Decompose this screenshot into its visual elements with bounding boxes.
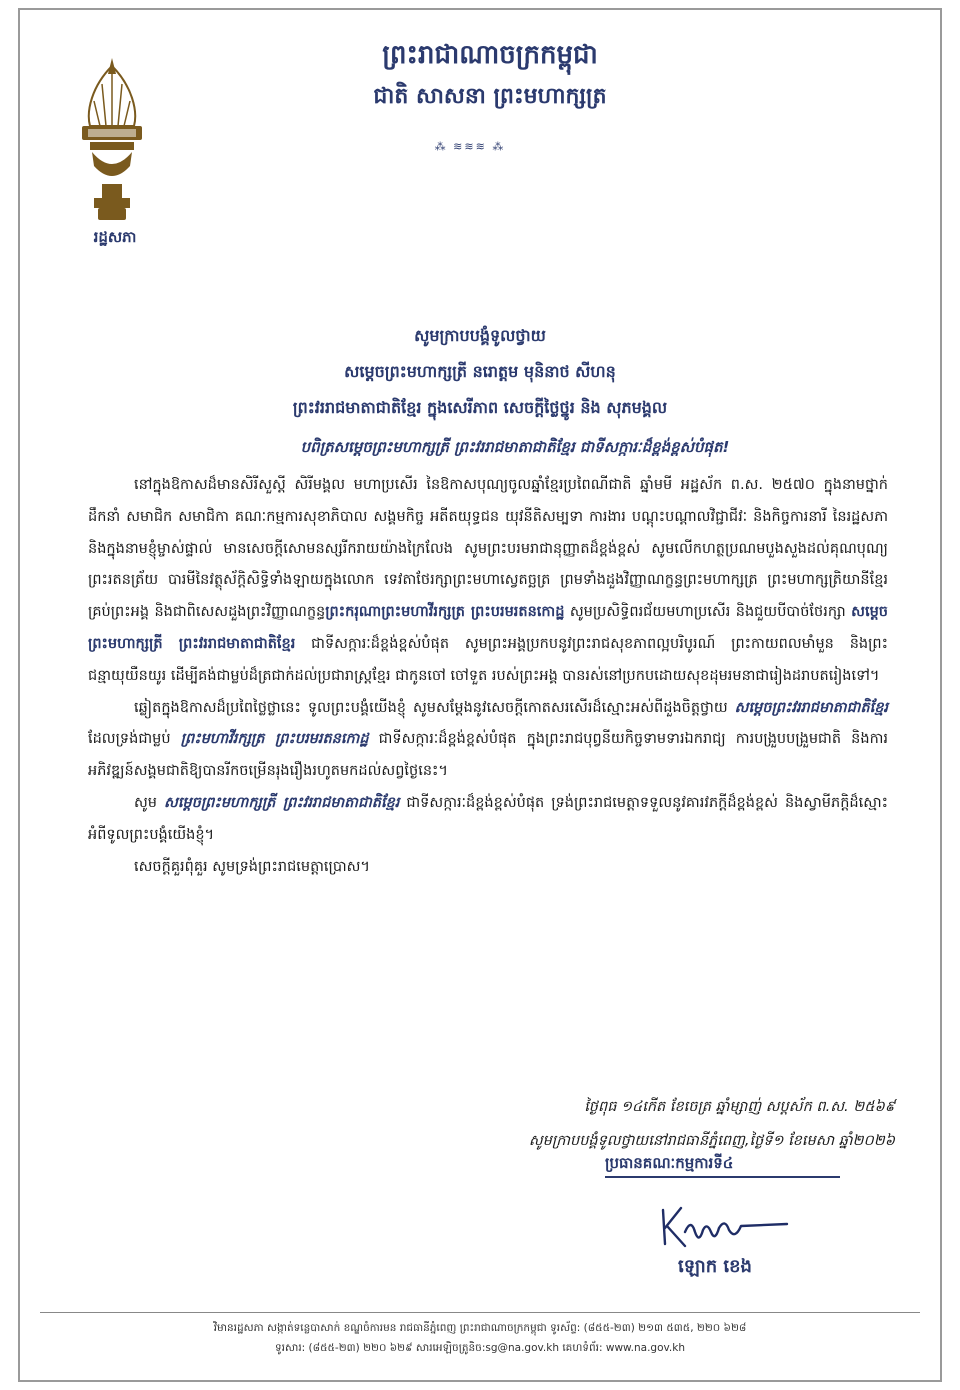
subject-line: បពិត្រសម្តេចព្រះមហាក្សត្រី ព្រះវររាជមាតាជាតិខ្មែរ ជាទីសក្ការៈដ៏ខ្ពង់ខ្ពស់បំផុត!	[300, 438, 730, 456]
paragraph-2	[88, 693, 888, 788]
paragraph-2-text-a: ឆ្លៀតក្នុងឱកាសដ៏ប្រពៃថ្លៃថ្លានេះ ទូលព្រះបង្គំយើងខ្ញុំ សូមសម្តែងនូវសេចក្តីកោតសរសើរដ៏ស្មោះអស់ពីដួងចិត្តថ្វាយ	[134, 699, 735, 716]
paragraph-2-text-c: ជាទីសក្ការៈដ៏ខ្ពង់ខ្ពស់បំផុត ក្នុងព្រះរាជបុព្វនីយកិច្ចទាមទារឯករាជ្យ ការបង្រួបបង្រួមជាតិ និងការអភិវឌ្ឍន៍សង្គមជាតិឱ្យបានរីកចម្រើនរុងរឿងរហូតមកដល់សព្វថ្ងៃនេះ។	[88, 731, 888, 780]
ornament-divider: ⁂ ≋≋≋ ⁂	[434, 140, 506, 153]
handwritten-signature	[655, 1196, 795, 1256]
closing-dates	[440, 1090, 895, 1158]
paragraph-1-text-a: នៅក្នុងឱកាសដ៏មានសិរីសួស្តី សិរីមង្គល មហាប្រសើរ នៃឱកាសបុណ្យចូលឆ្នាំខ្មែរប្រពៃណីជាតិ ឆ្នាំមមី អដ្ឋស័ក ព.ស. ២៥៧០ ក្នុងនាមថ្នាក់ដឹកនាំ សមាជិក សមាជិកា គណៈកម្មការសុខាភិបាល សង្គមកិច្ច អតីតយុទ្ធជន យុវនីតិសម្បទា ការងារ បណ្តុះបណ្តាលវិជ្ជាជីវៈ និងកិច្ចការនារី នៃរដ្ឋសភា និងក្នុងនាមខ្ញុំម្ចាស់ផ្ទាល់ មានសេចក្តីសោមនស្សរីករាយយ៉ាងក្រៃលែង សូមព្រះបរមរាជានុញ្ញាតដ៏ខ្ពង់ខ្ពស់ សូមលើកហត្ថប្រណមបួងសួងដល់គុណបុណ្យព្រះរតនត្រ័យ បារមីនៃវត្ថុស័ក្តិសិទ្ធិទាំងឡាយក្នុងលោក ទេវតាថែរក្សាព្រះមហាស្វេតច្ឆត្រ ព្រមទាំងដួងវិញ្ញាណក្ខន្ធព្រះមហាក្សត្រ ព្រះមហាក្សត្រិយានីខ្មែរគ្រប់ព្រះអង្គ និងជាពិសេសដួងព្រះវិញ្ញាណក្ខន្ធ	[88, 477, 888, 621]
paragraph-2-highlight-1: សម្តេចព្រះវររាជមាតាជាតិខ្មែរ	[734, 699, 888, 716]
kingdom-title: ព្រះរាជាណាចក្រកម្ពុជា	[382, 40, 598, 70]
footer-contact	[40, 1318, 920, 1358]
national-motto: ជាតិ សាសនា ព្រះមហាក្សត្រ	[373, 84, 607, 109]
place-date: សូមក្រាបបង្គំទូលថ្វាយនៅរាជធានីភ្នំពេញ,ថ្ងៃទី១ ខែមេសា ឆ្នាំ២០២៦	[528, 1133, 895, 1149]
paragraph-1-text-b: សូមប្រសិទ្ធិពរជ័យមហាប្រសើរ និងជួយបីបាច់ថែរក្សា	[564, 604, 852, 621]
footer-divider	[40, 1312, 920, 1313]
paragraph-2-text-b: ដែលទ្រង់ជាម្លប់	[88, 731, 181, 748]
paragraph-3-text-a: សូម	[134, 794, 165, 811]
paragraph-1-text-c: ជាទីសក្ការៈដ៏ខ្ពង់ខ្ពស់បំផុត សូមព្រះអង្គប្រកបនូវព្រះរាជសុខភាពល្អបរិបូរណ៍ ព្រះកាយពលមាំមួន និងព្រះជន្មាយុយឺនយូរ ដើម្បីគង់ជាម្លប់ដ៏ត្រជាក់ដល់ប្រជារាស្ត្រខ្មែរ ជាកូនចៅ ចៅទួត របស់ព្រះអង្គ បានរស់នៅប្រកបដោយសុខដុមរមនាជារៀងដរាបតរៀងទៅ។	[88, 635, 888, 684]
salutation-line-1: សូមក្រាបបង្គំទូលថ្វាយ	[414, 326, 546, 345]
letter-body	[88, 470, 888, 883]
paragraph-1	[88, 470, 888, 693]
org-label: រដ្ឋសភា	[93, 228, 137, 246]
footer-address: វិមានរដ្ឋសភា សង្កាត់ទន្លេបាសាក់ ខណ្ឌចំការមន រាជធានីភ្នំពេញ ព្រះរាជាណាចក្រកម្ពុជា ទូរស័ព្ទ: (៨៥៥-២៣) ២១៣ ៥៣៥, ២២០ ៦២៨	[213, 1322, 747, 1334]
letterhead	[270, 38, 710, 114]
title-underline	[605, 1176, 840, 1178]
paragraph-1-highlight-2: សម្តេចព្រះមហាក្សត្រី ព្រះវររាជមាតាជាតិខ្មែរ	[88, 604, 888, 652]
paragraph-2-highlight-2: ព្រះមហាវីរក្សត្រ ព្រះបរមរតនកោដ្ឋ	[180, 731, 369, 748]
lunar-date: ថ្ងៃពុធ ១៤កើត ខែចេត្រ ឆ្នាំម្សាញ់ សប្តស័ក ព.ស. ២៥៦៩	[584, 1099, 895, 1115]
signer-name: ឡោក ខេង	[678, 1256, 752, 1277]
salutation-line-3: ព្រះវររាជមាតាជាតិខ្មែរ ក្នុងសេរីភាព សេចក្តីថ្លៃថ្នូរ និង សុភមង្គល	[292, 398, 668, 417]
paragraph-1-highlight-1: ព្រះករុណាព្រះមហាវីរក្សត្រ ព្រះបរមរតនកោដ្ឋ	[325, 604, 565, 621]
footer-fax-email-web: ទូរសារ: (៨៥៥-២៣) ២២០ ៦២៩ សារអេឡិចត្រូនិច:sg@na.gov.kh គេហទំព័រ: www.na.gov.kh	[275, 1342, 685, 1354]
paragraph-3-text-b: ជាទីសក្ការៈដ៏ខ្ពង់ខ្ពស់បំផុត ទ្រង់ព្រះរាជមេត្តាទទួលនូវគារវភក្តីដ៏ខ្ពង់ខ្ពស់ និងស្វាមីភក្តិដ៏ស្មោះអំពីទូលព្រះបង្គំយើងខ្ញុំ។	[88, 794, 888, 843]
signatory-title: ប្រធានគណៈកម្មការទី៤	[605, 1154, 734, 1172]
salutation-line-2: សម្តេចព្រះមហាក្សត្រី នរោត្តម មុនិនាថ សីហនុ	[344, 362, 616, 381]
paragraph-4: សេចក្តីគួរពុំគួរ សូមទ្រង់ព្រះរាជមេត្តាប្រោស។	[134, 858, 370, 875]
paragraph-3	[88, 788, 888, 852]
salutation-block	[120, 318, 840, 426]
paragraph-3-highlight: សម្តេចព្រះមហាក្សត្រី ព្រះវររាជមាតាជាតិខ្មែរ	[164, 794, 400, 811]
national-assembly-emblem	[72, 56, 152, 226]
